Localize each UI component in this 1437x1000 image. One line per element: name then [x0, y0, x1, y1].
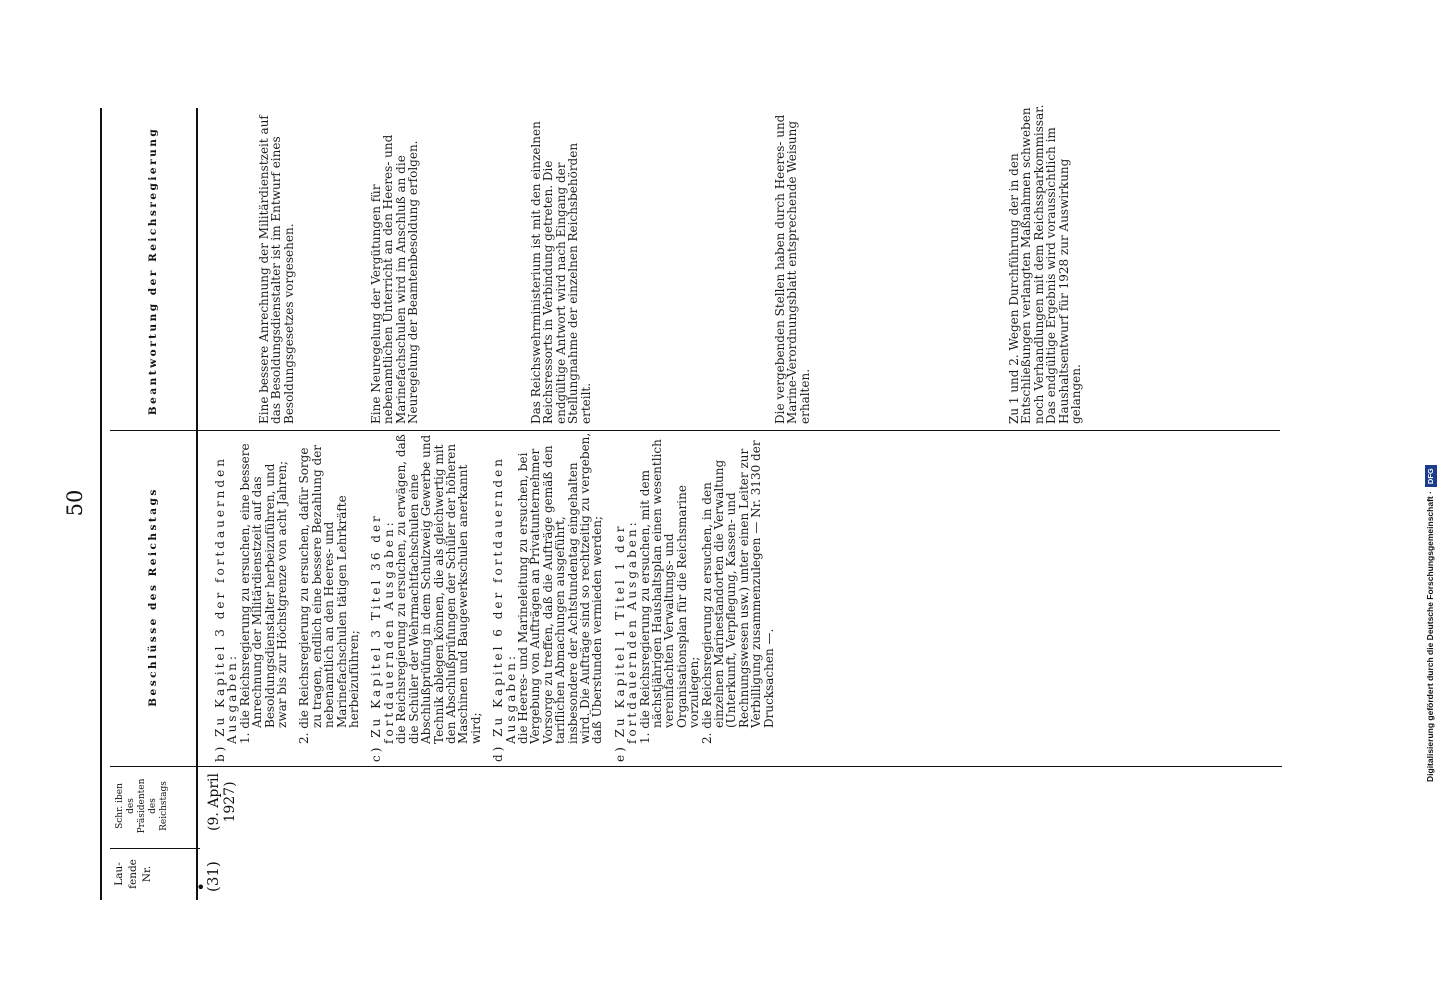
header-beschluesse: Beschlüsse des Reichstags [147, 487, 159, 707]
col-divider-3 [110, 430, 1280, 431]
header-schreiben: Schr. iben des Präsidenten des Reichstags [115, 778, 169, 834]
digitization-text: Digitalisierung gefördert durch die Deutsche Forschungsgemeinschaft · [1425, 491, 1435, 782]
entry-date: (9. April 1927) [206, 773, 238, 831]
resolution-b-heading: b) Zu Kapitel 3 der fortdauernden Ausgaben: [213, 456, 240, 762]
header-beantwortung: Beantwortung der Reichsregierung [147, 126, 159, 416]
answer-1: Eine bessere Anrechnung der Militärdienstzeit auf das Besoldungsdienstalter ist im Entwurf eines Besoldungsgesetzes vorgesehen. [257, 115, 296, 424]
answer-2: Eine Neuregelung der Vergütungen für nebenamtlichen Unterricht an den Heeres- und Marinefachschulen wird im Anschluß an die Neuregelung der Beamtenbesoldung erfolgen. [369, 134, 421, 424]
col-divider-2 [110, 766, 1282, 767]
answer-5: Zu 1 und 2. Wegen Durchführung der in den Entschließungen verlangten Maßnahmen schweben noch Verhandlungen mit dem Reichssparkommissar. Das endgültige Ergebnis wird voraussichtlich im Haushaltsentwurf für 1928 zur Auswirkung gelangen. [1007, 104, 1084, 424]
margin-dot: • [196, 878, 206, 897]
page-number: 50 [63, 489, 87, 517]
resolution-b1: 1. die Reichsregierung zu ersuchen, eine bessere Anrechnung der Militärdienstzeit auf das Besoldungsdienstalter herbeizuführen, und zwar bis zur Höchstgrenze von acht Jahren; [237, 443, 290, 744]
resolutions-column [214, 432, 1276, 762]
dfg-logo: DFG [1425, 465, 1437, 487]
resolution-d-heading: d) Zu Kapitel 6 der fortdauernden Ausgaben: [491, 456, 518, 762]
header-lfd-nr: Lau- fende Nr. [113, 859, 153, 889]
resolution-e2: 2. die Reichsregierung zu ersuchen, in den einzelnen Marinestandorten die Verwaltung (Unterkunft, Verpflegung, Kassen- und Rechnungswesen usw.) unter einen Leiter zur Verbilligung zusammenzulegen — Nr. 3130 der Drucksachen —. [699, 440, 776, 744]
answer-3: Das Reichswehrministerium ist mit den einzelnen Reichsressorts in Verbindung getreten. Die endgültige Antwort wird nach Eingang der Stellungnahme der einzelnen Reichsbehörden erteilt. [529, 121, 593, 424]
resolution-b2: 2. die Reichsregierung zu ersuchen, dafür Sorge zu tragen, endlich eine bessere Bezahlung der nebenamtlich an den Heeres- und Marinefachschulen tätigen Lehrkräfte herbeizuführen; [297, 444, 362, 744]
answer-4: Die vergebenden Stellen haben durch Heeres- und Marine-Verordnungsblatt entsprechende Weisung erhalten. [773, 114, 812, 424]
table-top-rule [100, 108, 102, 900]
digitization-notice [1424, 465, 1437, 782]
header-bottom-rule [196, 108, 198, 900]
col-divider-1 [110, 848, 200, 849]
resolution-d-text: die Heeres- und Marineleitung zu ersuchen, bei Vergebung von Aufträgen an Privatunternehmer Vorsorge zu treffen, daß die Aufträge gemäß den tariflichen Abmachungen ausgeführt, insbesondere der Achtstundentag eingehalten wird. Die Aufträge sind so rechtzeitig zu vergeben, daß Überstunden vermieden werden; [515, 432, 605, 744]
resolution-e1: 1. die Reichsregierung zu ersuchen, mit dem nächstjährigen Haushaltsplan einen wesentlich vereinfachten Verwaltungs- und Organisationsplan für die Reichsmarine vorzulegen; [637, 439, 702, 744]
resolution-c-heading: c) Zu Kapitel 3 Titel 36 der fortdauernden Ausgaben: [369, 513, 396, 762]
resolution-e-heading: e) Zu Kapitel 1 Titel 1 der fortdauernden Ausgaben: [612, 519, 640, 762]
entry-number: (31) [204, 861, 222, 892]
resolution-c-text: die Reichsregierung zu ersuchen, zu erwägen, daß die Schüler der Wehrmachtfachschulen eine Abschlußprüfung in dem Schulzweig Gewerbe und Technik ablegen können, die als gleichwertig mit den Abschlußprüfungen der Schüler der höheren Maschinen und Baugewerkschulen anerkannt wird; [394, 434, 483, 744]
